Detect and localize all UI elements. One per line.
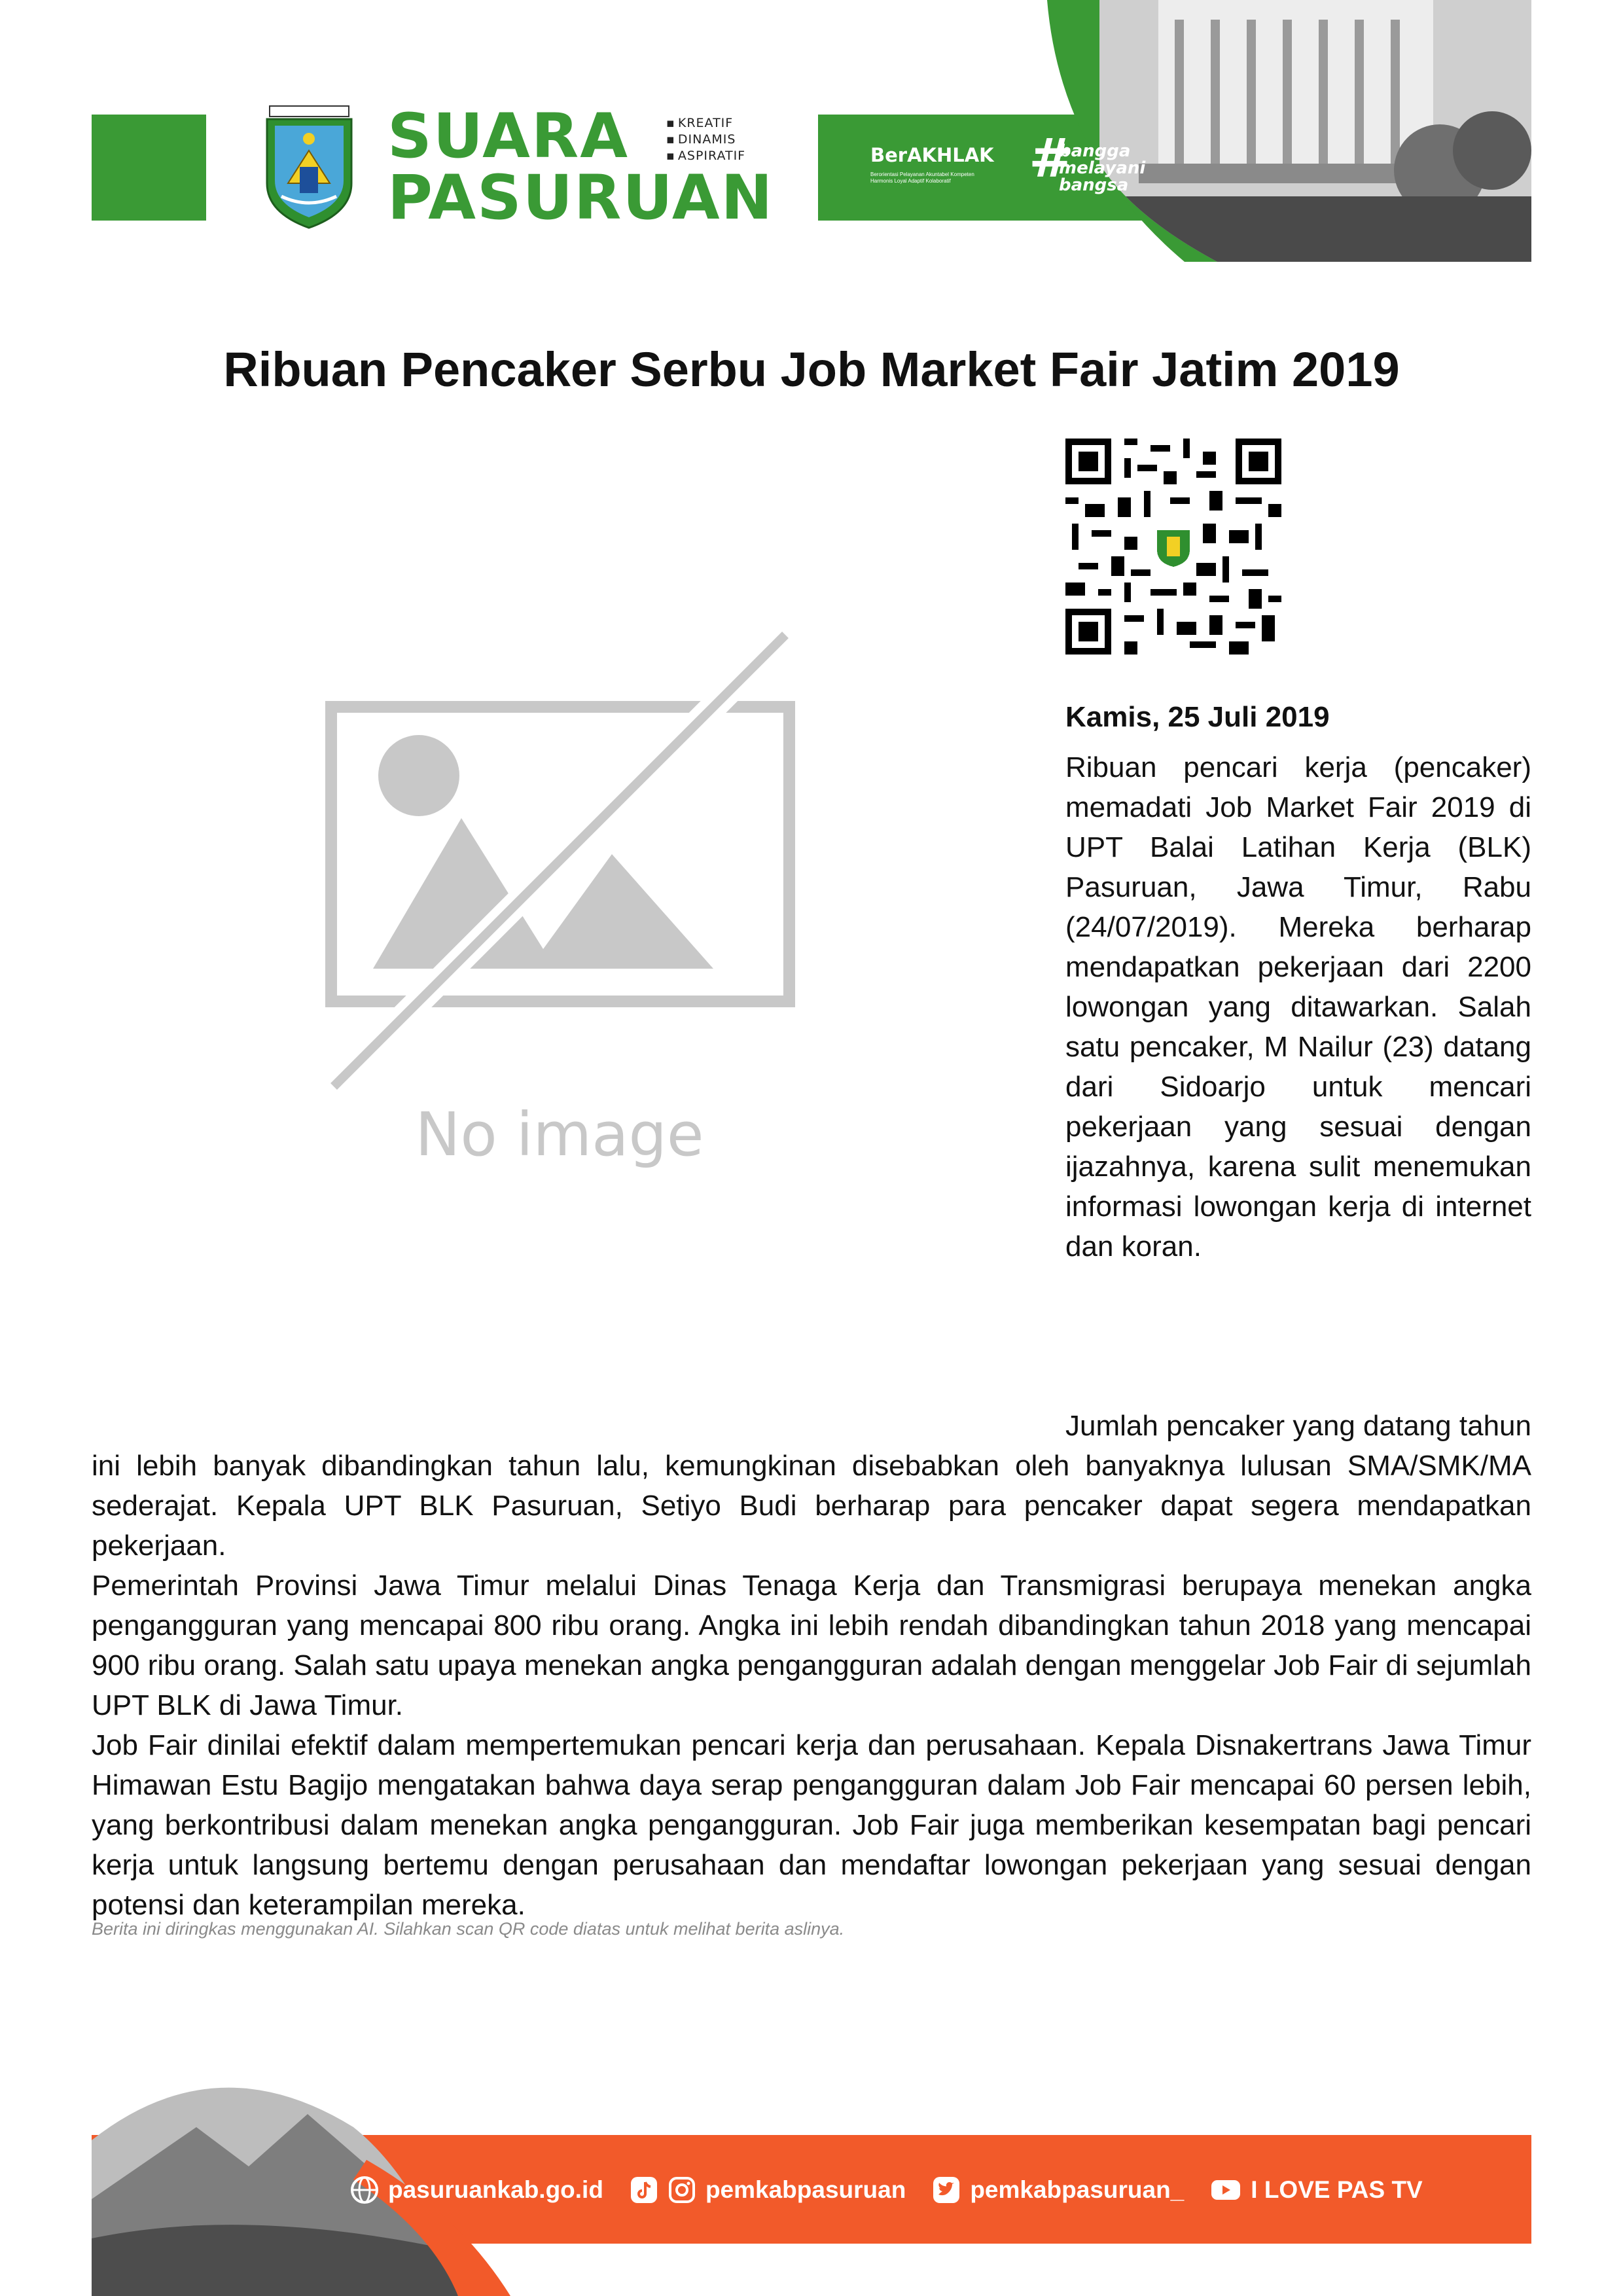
tagline-2: ▪ DINAMIS [666, 132, 745, 148]
qr-code[interactable] [1065, 439, 1281, 655]
article-lead: Ribuan pencari kerja (pencaker) memadati Job Market Fair 2019 di UPT Balai Latihan Kerja (BLK) Pasuruan, Jawa Timur, Rabu (24/07/2019). Mereka berharap mendapatkan pekerjaan dari 2200 lowongan yang ditawarkan. Salah satu pencaker, M Nailur (23) datang dari Sidoarjo untuk mencari pekerjaan yang sesuai dengan ijazahnya, karena sulit menemukan informasi lowongan kerja di internet dan koran. [1065, 751, 1531, 1263]
no-image-placeholder [321, 628, 825, 1191]
kabupaten-pasuruan-crest [262, 105, 357, 229]
paragraph-1: Jumlah pencaker yang datang tahun ini lebih banyak dibandingkan tahun lalu, kemungkinan disebabkan oleh banyaknya lulusan SMA/SMK/MA sederajat. Kepala UPT BLK Pasuruan, Setiyo Budi berharap para pencaker dapat segera mendapatkan pekerjaan. [92, 1410, 1531, 1562]
header-green-bar-left [92, 115, 206, 221]
tagline-3: ▪ ASPIRATIF [666, 148, 745, 164]
twitter-icon [932, 2176, 961, 2204]
header-building-photo [1021, 0, 1531, 262]
article-body [92, 1406, 1531, 1925]
footer-contacts [350, 2172, 1449, 2208]
youtube-icon [1210, 2178, 1241, 2202]
footer-website[interactable] [350, 2176, 603, 2204]
twitter-handle[interactable]: pemkabpasuruan_ [970, 2176, 1185, 2203]
tagline-1: ▪ KREATIF [666, 115, 745, 132]
paragraph-2: Pemerintah Provinsi Jawa Timur melalui Dinas Tenaga Kerja dan Transmigrasi berupaya menekan angka pengangguran yang mencapai 800 ribu orang. Angka ini lebih rendah dibandingkan tahun 2018 yang mencapai 900 ribu orang. Salah satu upaya menekan angka pengangguran adalah dengan menggelar Job Fair di sejumlah UPT BLK di Jawa Timur. [92, 1570, 1531, 1721]
footer-twitter[interactable] [932, 2176, 1184, 2204]
brand-taglines [666, 115, 745, 164]
tiktok-icon [630, 2176, 658, 2204]
brand-title [387, 101, 813, 234]
hashtag-glyph: # [1029, 128, 1074, 190]
footer-tiktok-instagram[interactable] [630, 2176, 906, 2204]
bangga-word-2: melayani [1059, 158, 1146, 178]
ai-summary-note: Berita ini diringkas menggunakan AI. Silahkan scan QR code diatas untuk melihat berita aslinya. [92, 1919, 845, 1939]
berakhlak-subtitle: Berorientasi Pelayanan Akuntabel Kompeten Harmonis Loyal Adaptif Kolaboratif [870, 171, 974, 184]
brand-line-2: PASURUAN [387, 162, 774, 234]
footer-youtube[interactable] [1210, 2176, 1422, 2204]
brand-line-1: SUARA [387, 101, 630, 172]
instagram-icon [668, 2176, 696, 2204]
article-title: Ribuan Pencaker Serbu Job Market Fair Jatim 2019 [223, 342, 1400, 397]
globe-icon [350, 2176, 379, 2204]
berakhlak-logo: BerAKHLAK [870, 144, 994, 166]
paragraph-3: Job Fair dinilai efektif dalam mempertemukan pencari kerja dan perusahaan. Kepala Disnakertrans Jawa Timur Himawan Estu Bagijo mengatakan bahwa daya serap pengangguran dalam Job Fair mencapai 60 persen lebih, yang berkontribusi dalam menekan angka pengangguran. Job Fair juga memberikan kesempatan bagi pencari kerja untuk langsung bertemu dengan perusahaan dan mendaftar lowongan pekerjaan yang sesuai dengan potensi dan keterampilan mereka. [92, 1729, 1531, 1921]
bangga-word-1: bangga [1059, 141, 1131, 161]
no-image-label: No image [415, 1100, 704, 1170]
article-date: Kamis, 25 Juli 2019 [1065, 701, 1330, 733]
website-url[interactable]: pasuruankab.go.id [388, 2176, 603, 2203]
bangga-word-3: bangsa [1059, 175, 1129, 195]
tiktok-instagram-handle[interactable]: pemkabpasuruan [705, 2176, 906, 2203]
youtube-channel[interactable]: I LOVE PAS TV [1251, 2176, 1423, 2203]
